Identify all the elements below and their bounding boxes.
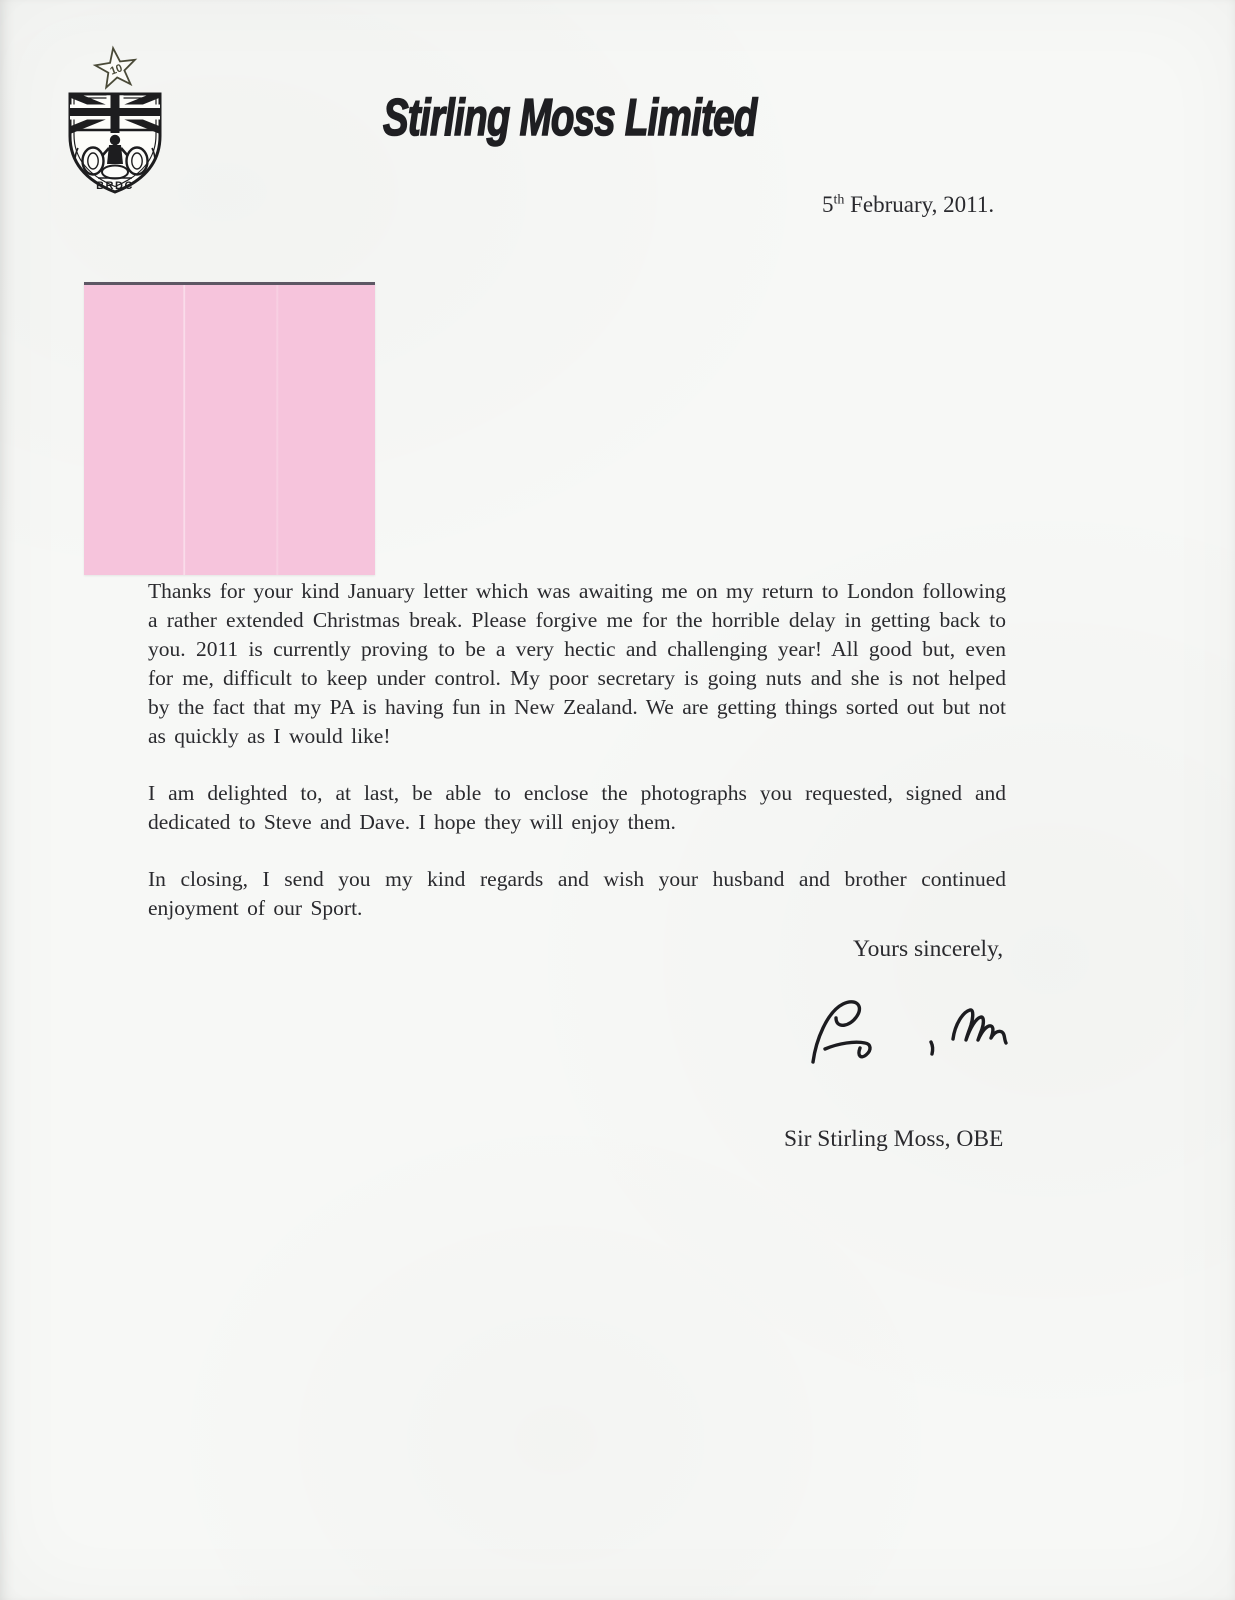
letter-date (822, 192, 994, 218)
date-ordinal-suffix: th (833, 192, 845, 208)
brdc-crest-icon (64, 44, 166, 198)
letter-paragraph: Thanks for your kind January letter which was awaiting me on my return to London following a rather extended Christmas break. Please forgive me for the horrible delay in getting back to you. 2011 is currently proving to be a very hectic and challenging year! All good but, even for me, difficult to keep under control. My poor secretary is going nuts and she is not helped by the fact that my PA is having fun in New Zealand. We are getting things sorted out but not as quickly as I would like! (148, 579, 1006, 748)
letter-body (148, 577, 1006, 951)
valediction: Yours sincerely, (853, 936, 1004, 962)
company-name: Stirling Moss Limited (383, 89, 757, 147)
date-day: 5 (822, 192, 834, 217)
signature-icon (803, 992, 1018, 1084)
letter-paragraph: In closing, I send you my kind regards and wish your husband and brother continued enjoyment of our Sport. (148, 867, 1006, 920)
logo-union-jack (68, 91, 162, 133)
logo-star-icon (93, 45, 138, 88)
date-remainder: February, 2011. (844, 192, 995, 217)
address-redaction-sticky-note (84, 282, 375, 575)
logo-club-initials: BRDC (96, 180, 134, 192)
letter-paragraph: I am delighted to, at last, be able to enclose the photographs you requested, signed and dedicated to Steve and Dave. I hope they will enjoy them. (148, 781, 1006, 834)
brdc-crest-logo (64, 44, 166, 198)
logo-shield-icon (68, 91, 162, 192)
signer-name: Sir Stirling Moss, OBE (784, 1126, 1004, 1152)
logo-star-number: 10 (108, 62, 125, 78)
